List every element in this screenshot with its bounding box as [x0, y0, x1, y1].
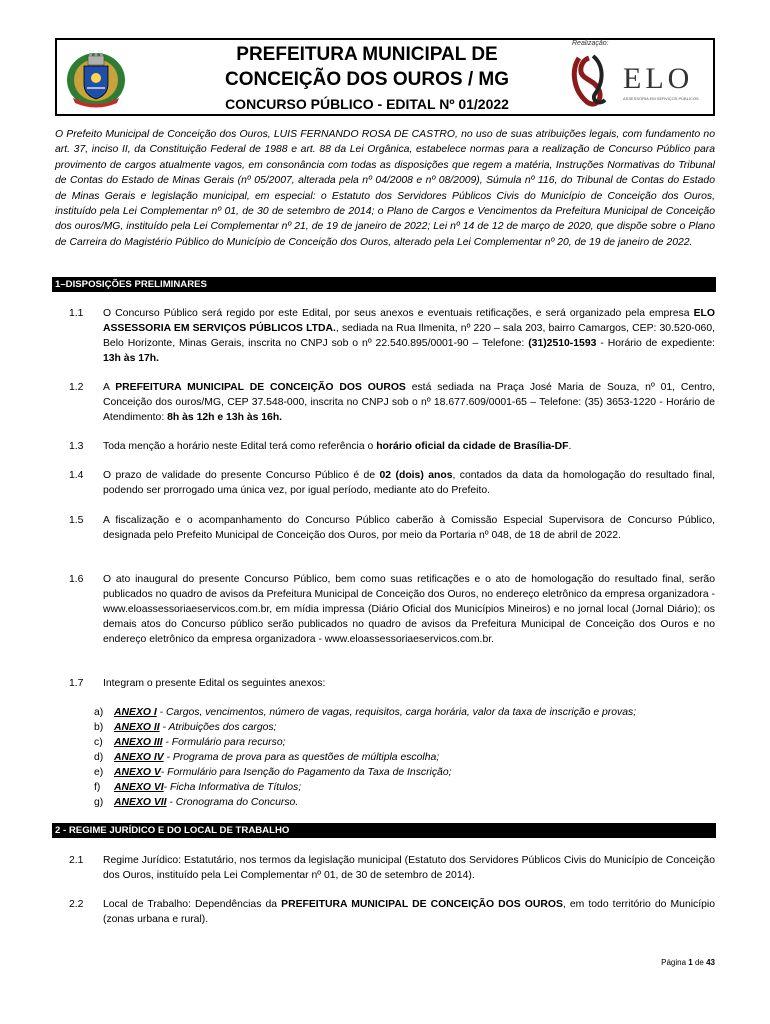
annex-item: d) ANEXO IV - Programa de prova para as questões de múltipla escolha;: [94, 752, 440, 763]
item-text: A fiscalização e o acompanhamento do Concurso Público caberão à Comissão Especial Supervisora de Concurso Público, designada pelo Prefeito Municipal de Conceição dos Ouros, por meio da Portaria nº 048, de 18 de abril de 2022.: [103, 515, 715, 541]
annex-item: c) ANEXO III - Formulário para recurso;: [94, 737, 286, 748]
page-number: Página 1 de 43: [661, 958, 715, 967]
item-2-1: [55, 853, 715, 883]
elo-logo-subtext: ASSESSORIA EM SERVIÇOS PÚBLICOS: [623, 96, 699, 101]
item-2-2: [55, 897, 715, 927]
item-text: O ato inaugural do presente Concurso Público, bem como suas retificações e o ato de homologação do resultado final, serão publicados no quadro de avisos da Prefeitura Municipal de Conceição dos Ouros, no endereço eletrônico da empresa organizadora - www.eloassessoriaeservicos.com.br, em mídia impressa (Diário Oficial dos Municípios Mineiros) e no jornal local (Jornal Diário); os demais atos do Concurso público serão publicados no quadro de avisos da Prefeitura Municipal de Conceição dos Ouros e no endereço eletrônico da empresa organizadora - www.eloassessoriaeservicos.com.br.: [103, 574, 715, 645]
item-number: 1.6: [69, 574, 84, 585]
municipal-coat-of-arms-icon: [65, 48, 127, 110]
item-number: 2.2: [69, 899, 84, 910]
item-text: Toda menção a horário neste Edital terá como referência o horário oficial da cidade de Brasília-DF.: [103, 441, 572, 452]
item-number: 2.1: [69, 855, 84, 866]
header-subtitle: CONCURSO PÚBLICO - EDITAL Nº 01/2022: [225, 96, 509, 112]
intro-paragraph: O Prefeito Municipal de Conceição dos Ouros, LUIS FERNANDO ROSA DE CASTRO, no uso de suas atribuições legais, com fundamento no art. 37, inciso II, da Constituição Federal de 1988 e art. 88 da Lei Orgânica, estabelece normas para a realização de Concurso Público para provimento de cargos atualmente vagos, em consonância com todas as disposições que regem a matéria, Instruções Normativas do Tribunal de Contas do Estado de Minas Gerais (nº 05/2007, alterada pela nº 04/2008 e nº 08/2009), Súmula nº 116, do Tribunal de Contas do Estado de Minas Gerais e legislação municipal, em especial: o Estatuto dos Servidores Públicos Civis do Município de Conceição dos Ouros, instituído pela Lei Complementar nº 01, de 30 de setembro de 2014; o Plano de Cargos e Vencimentos da Prefeitura Municipal de Conceição dos ouros/MG, instituído pela Lei Complementar nº 21, de 19 de janeiro de 2022; Lei nº 14 de 12 de março de 2020, que dispõe sobre o Plano de Carreira do Magistério Público do Município de Conceição dos Ouros, alterado pela Lei Complementar nº 20, de 19 de janeiro de 2022.: [55, 129, 715, 248]
item-1-6: [55, 572, 715, 647]
annex-item: f) ANEXO VI- Ficha Informativa de Títulos;: [94, 782, 302, 793]
annex-item: a) ANEXO I - Cargos, vencimentos, número de vagas, requisitos, carga horária, valor da taxa de inscrição e provas;: [94, 707, 637, 718]
elo-logo-icon: [569, 50, 709, 112]
item-text: Local de Trabalho: Dependências da PREFEITURA MUNICIPAL DE CONCEIÇÃO DOS OUROS, em todo território do Município (zonas urbana e rural).: [103, 899, 715, 925]
item-number: 1.7: [69, 678, 84, 689]
annex-list: [94, 705, 714, 810]
item-text: Integram o presente Edital os seguintes anexos:: [103, 678, 326, 689]
item-1-5: [55, 513, 715, 543]
item-text: O Concurso Público será regido por este Edital, por seus anexos e eventuais retificações, e será organizado pela empresa ELO ASSESSORIA EM SERVIÇOS PÚBLICOS LTDA., sediada na Rua Ilmenita, nº 220 – sala 203, bairro Camargos, CEP: 30.520-060, Belo Horizonte, Minas Gerais, inscrita no CNPJ sob o nº 22.540.895/0001-90 – Telefone: (31)2510-1593 - Horário de expediente: 13h às 17h.: [103, 308, 715, 364]
header-title-line2: CONCEIÇÃO DOS OUROS / MG: [225, 69, 509, 90]
header-title-line1: PREFEITURA MUNICIPAL DE: [236, 44, 498, 65]
item-number: 1.3: [69, 441, 84, 452]
item-1-1: [55, 306, 715, 366]
item-1-7: [55, 676, 715, 691]
item-1-4: [55, 468, 715, 498]
item-number: 1.4: [69, 470, 84, 481]
section-2-heading: 2 - REGIME JURÍDICO E DO LOCAL DE TRABALHO: [52, 823, 716, 838]
annex-item: e) ANEXO V- Formulário para Isenção do Pagamento da Taxa de Inscrição;: [94, 767, 452, 778]
item-1-3: [55, 439, 715, 454]
item-1-2: [55, 380, 715, 425]
item-number: 1.5: [69, 515, 84, 526]
item-text: A PREFEITURA MUNICIPAL DE CONCEIÇÃO DOS OUROS está sediada na Praça José Maria de Souza, nº 01, Centro, Conceição dos ouros/MG, CEP 37.548-000, inscrita no CNPJ sob o nº 18.677.609/0001-65 – Telefone: (35) 3653-1220 - Horário de Atendimento: 8h às 12h e 13h às 16h.: [103, 382, 715, 423]
item-number: 1.1: [69, 308, 84, 319]
document-header: [55, 38, 715, 116]
realizacao-label: Realização:: [572, 40, 609, 47]
annex-item: b) ANEXO II - Atribuições dos cargos;: [94, 722, 277, 733]
item-text: O prazo de validade do presente Concurso Público é de 02 (dois) anos, contados da data da homologação do resultado final, podendo ser prorrogado uma única vez, por igual período, mediante ato do Prefeito.: [103, 470, 715, 496]
elo-logo-text: ELO: [623, 62, 694, 95]
item-text: Regime Jurídico: Estatutário, nos termos da legislação municipal (Estatuto dos Servidores Públicos Civis do Município de Conceição dos Ouros, instituído pela Lei Complementar nº 01, de 30 de setembro de 2014).: [103, 855, 715, 881]
header-title-block: [152, 40, 582, 114]
annex-item: g) ANEXO VII - Cronograma do Concurso.: [94, 797, 299, 808]
item-number: 1.2: [69, 382, 84, 393]
section-1-heading: 1–DISPOSIÇÕES PRELIMINARES: [52, 277, 716, 292]
